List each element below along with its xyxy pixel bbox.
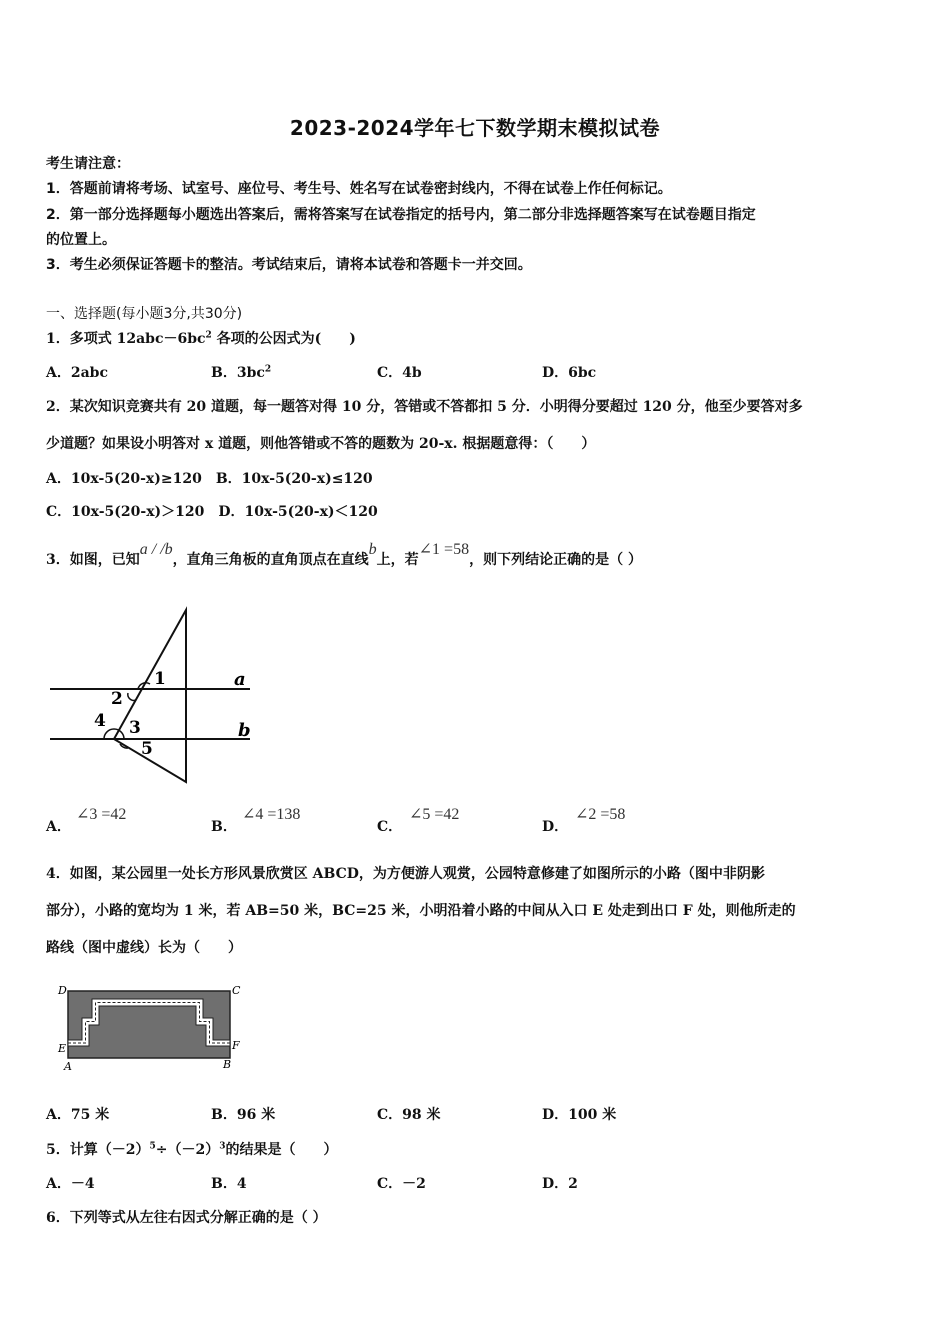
label-b: b — [238, 720, 251, 741]
label-A: A — [64, 1060, 72, 1073]
question-4-line-2: 部分），小路的宽均为 1 米，若 AB=50 米，BC=25 米，小明沿着小路的中间从入口 E 处走到出口 F 处，则他所走的 — [46, 903, 796, 919]
q4-option-a: A．75 米 — [46, 1107, 110, 1123]
q3-option-c-value: ∠5 =42 — [409, 806, 460, 823]
label-5: 5 — [141, 739, 153, 759]
q3-option-d-label: D． — [542, 819, 569, 835]
q5-option-a: A．－4 — [46, 1176, 95, 1192]
q3-option-a-value: ∠3 =42 — [76, 806, 127, 823]
label-1: 1 — [154, 669, 166, 689]
label-3: 3 — [129, 718, 141, 738]
q1-option-c: C．4b — [377, 365, 422, 381]
notice-item-3: 3．考生必须保证答题卡的整洁。考试结束后，请将本试卷和答题卡一并交回。 — [46, 257, 532, 273]
label-B: B — [223, 1058, 232, 1071]
question-3-stem: 3．如图，已知a / /b，直角三角板的直角顶点在直线b上，若∠1 =58，则下列结论正确的是（ ） — [46, 541, 642, 568]
label-E: E — [58, 1042, 67, 1055]
q3-option-c-label: C． — [377, 819, 403, 835]
angle-2-arc — [128, 693, 136, 700]
label-2: 2 — [111, 689, 123, 709]
notice-item-2a: 2．第一部分选择题每小题选出答案后，需将答案写在试卷指定的括号内，第二部分非选择题答案写在试卷题目指定 — [46, 207, 756, 223]
question-2-line-1: 2．某次知识竞赛共有 20 道题，每一题答对得 10 分，答错或不答都扣 5 分．小明得分要超过 120 分，他至少要答对多 — [46, 399, 803, 415]
q3-option-b-value: ∠4 =138 — [242, 806, 301, 823]
q5-option-b: B．4 — [211, 1176, 247, 1192]
question-4-line-1: 4．如图，某公园里一处长方形风景欣赏区 ABCD，为方便游人观赏，公园特意修建了如图所示的小路（图中非阴影 — [46, 866, 765, 882]
q3-option-a-label: A． — [46, 819, 71, 835]
q1-option-d: D．6bc — [542, 365, 597, 381]
section-heading: 一、选择题(每小题3分,共30分) — [46, 306, 243, 322]
q3-option-b-label: B． — [211, 819, 237, 835]
notice-heading: 考生请注意： — [46, 156, 130, 172]
q1-option-b: B．$3bc^2$ — [211, 364, 272, 381]
q4-option-c: C．98 米 — [377, 1107, 441, 1123]
q5-option-d: D．2 — [542, 1176, 578, 1192]
notice-item-1: 1．答题前请将考场、试室号、座位号、考生号、姓名写在试卷密封线内，不得在试卷上作任何标记。 — [46, 181, 672, 197]
question-4-line-3: 路线（图中虚线）长为（ ） — [46, 940, 242, 956]
q2-options-cd: C．10x-5(20-x)＞120 D．10x-5(20-x)＜120 — [46, 504, 378, 520]
q2-options-ab: A．10x-5(20-x)≥120 B．10x-5(20-x)≤120 — [46, 471, 373, 487]
q1-option-a: A．2abc — [46, 365, 108, 381]
label-F: F — [232, 1039, 240, 1052]
question-1-stem: 1．多项式 $12abc-6bc^2$ 各项的公因式为( ) — [46, 330, 356, 347]
page-title: 2023-2024学年七下数学期末模拟试卷 — [289, 116, 661, 140]
label-D: D — [58, 984, 67, 997]
q5-option-c: C．－2 — [377, 1176, 426, 1192]
q4-figure — [55, 982, 250, 1074]
question-6-stem: 6．下列等式从左往右因式分解正确的是（ ） — [46, 1210, 327, 1226]
label-a: a — [234, 669, 246, 690]
label-C: C — [232, 984, 241, 997]
question-5-stem: 5．计算$(-2)^5\div(-2)^3$的结果是（ ） — [46, 1141, 338, 1158]
notice-item-2b: 的位置上。 — [46, 232, 116, 248]
q4-option-b: B．96 米 — [211, 1107, 276, 1123]
q3-figure — [40, 600, 270, 790]
q4-option-d: D．100 米 — [542, 1107, 617, 1123]
label-4: 4 — [94, 711, 106, 731]
question-2-line-2: 少道题？如果设小明答对 x 道题，则他答错或不答的题数为 20-x. 根据题意得：（ ） — [46, 436, 596, 452]
q3-option-d-value: ∠2 =58 — [575, 806, 626, 823]
